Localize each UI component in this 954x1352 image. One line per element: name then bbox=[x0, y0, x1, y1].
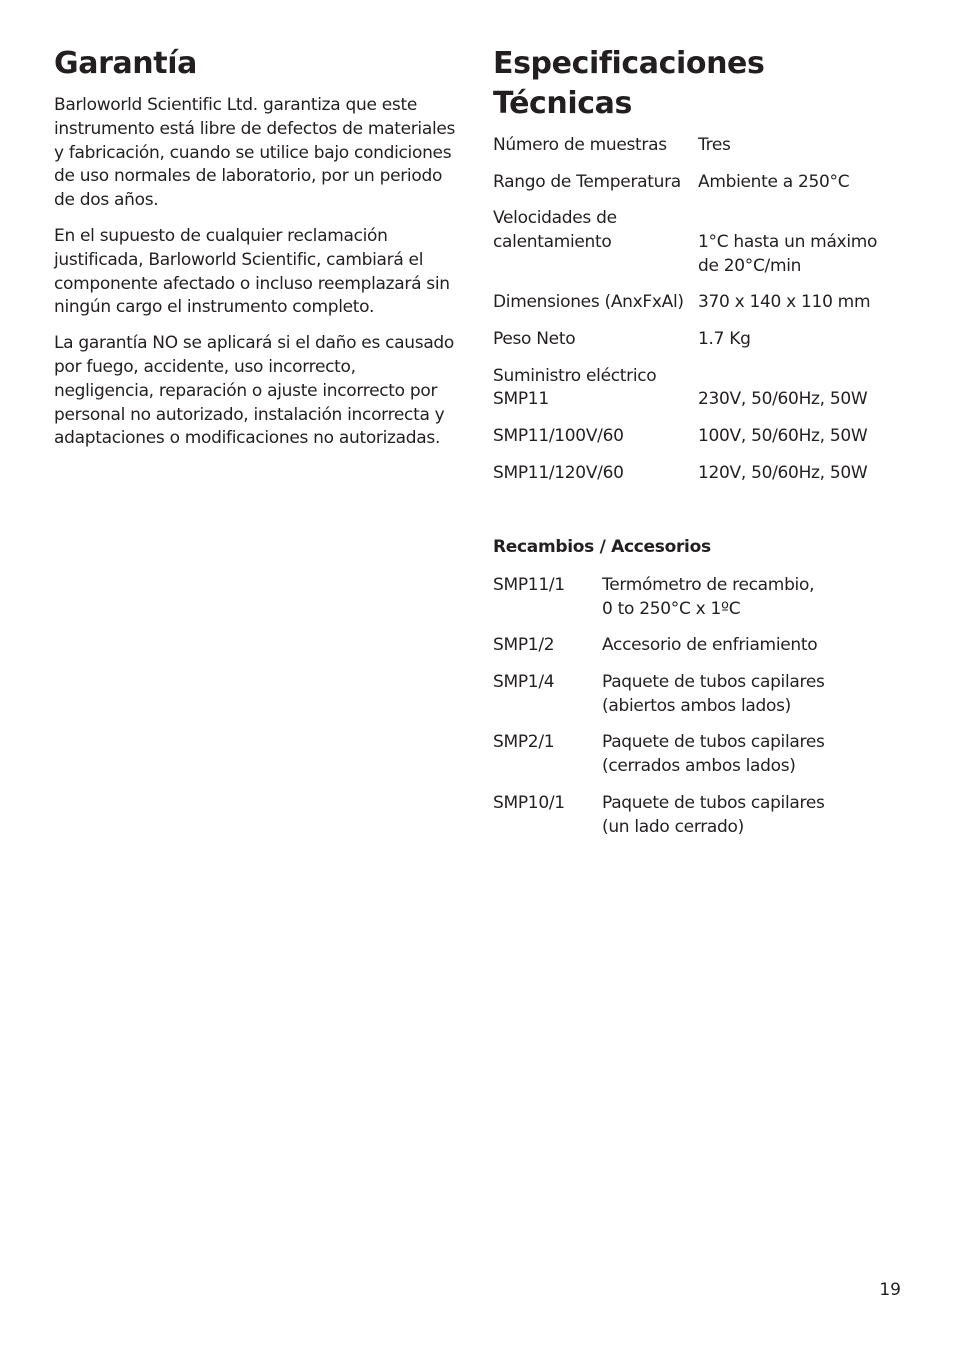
spec-value: 370 x 140 x 110 mm bbox=[698, 292, 871, 313]
page-number: 19 bbox=[879, 1280, 901, 1300]
spec-row bbox=[493, 328, 913, 365]
spec-value: Ambiente a 250°C bbox=[698, 171, 850, 192]
spec-label: Suministro eléctrico SMP11 bbox=[493, 365, 657, 410]
accessory-row bbox=[493, 792, 913, 852]
spec-value: 1.7 Kg bbox=[698, 328, 751, 349]
accessory-row bbox=[493, 671, 913, 731]
spec-value: 1°C hasta un máximo de 20°C/min bbox=[698, 231, 878, 276]
warranty-title: Garantía bbox=[54, 46, 197, 81]
spec-label: Rango de Temperatura bbox=[493, 171, 681, 192]
accessory-description: Paquete de tubos capilares (un lado cerrado) bbox=[602, 792, 825, 837]
accessory-code: SMP11/1 bbox=[493, 574, 565, 595]
spec-value: 230V, 50/60Hz, 50W bbox=[698, 389, 868, 410]
spec-value: Tres bbox=[698, 135, 731, 155]
accessory-row bbox=[493, 574, 913, 634]
accessory-row bbox=[493, 731, 913, 791]
accessory-code: SMP2/1 bbox=[493, 732, 555, 753]
spec-value: 100V, 50/60Hz, 50W bbox=[698, 425, 868, 446]
spec-value: 120V, 50/60Hz, 50W bbox=[698, 462, 868, 483]
spec-label: Peso Neto bbox=[493, 328, 576, 349]
warranty-paragraph-1: Barloworld Scientific Ltd. garantiza que este instrumento está libre de defectos de materiales y fabricación, cuando se utilice bajo condiciones de uso normales de laboratorio, por un periodo de dos años. bbox=[54, 95, 456, 211]
spec-row bbox=[493, 462, 913, 499]
accessories-table bbox=[493, 574, 913, 852]
spec-row bbox=[493, 365, 913, 425]
accessory-description: Paquete de tubos capilares (cerrados ambos lados) bbox=[602, 732, 825, 777]
accessory-code: SMP1/2 bbox=[493, 635, 555, 656]
specs-table bbox=[493, 134, 913, 498]
spec-row bbox=[493, 425, 913, 462]
warranty-paragraph-3: La garantía NO se aplicará si el daño es causado por fuego, accidente, uso incorrecto, negligencia, reparación o ajuste incorrecto por personal no autorizado, instalación incorrecta y adaptaciones o modificaciones no autorizadas. bbox=[54, 333, 455, 449]
spec-row bbox=[493, 207, 913, 291]
spec-label: SMP11/100V/60 bbox=[493, 425, 624, 446]
spec-label: Número de muestras bbox=[493, 135, 667, 155]
warranty-paragraph-2: En el supuesto de cualquier reclamación justificada, Barloworld Scientific, cambiará el componente afectado o incluso reemplazará sin ningún cargo el instrumento completo. bbox=[54, 225, 450, 318]
spec-row bbox=[493, 291, 913, 328]
spec-label: SMP11/120V/60 bbox=[493, 462, 624, 483]
spec-row bbox=[493, 134, 913, 171]
spec-row bbox=[493, 171, 913, 208]
accessory-description: Accesorio de enfriamiento bbox=[602, 635, 818, 656]
accessory-code: SMP1/4 bbox=[493, 671, 555, 692]
specs-section bbox=[493, 44, 913, 852]
accessory-description: Paquete de tubos capilares (abiertos ambos lados) bbox=[602, 671, 825, 716]
specs-title: Especificaciones Técnicas bbox=[493, 46, 765, 121]
warranty-section bbox=[54, 44, 459, 463]
accessories-title: Recambios / Accesorios bbox=[493, 537, 711, 558]
spec-label: Dimensiones (AnxFxAl) bbox=[493, 292, 684, 313]
spec-label: Velocidades de calentamiento bbox=[493, 208, 617, 252]
accessory-description: Termómetro de recambio, 0 to 250°C x 1ºC bbox=[602, 574, 815, 619]
accessory-row bbox=[493, 634, 913, 671]
accessory-code: SMP10/1 bbox=[493, 792, 565, 813]
